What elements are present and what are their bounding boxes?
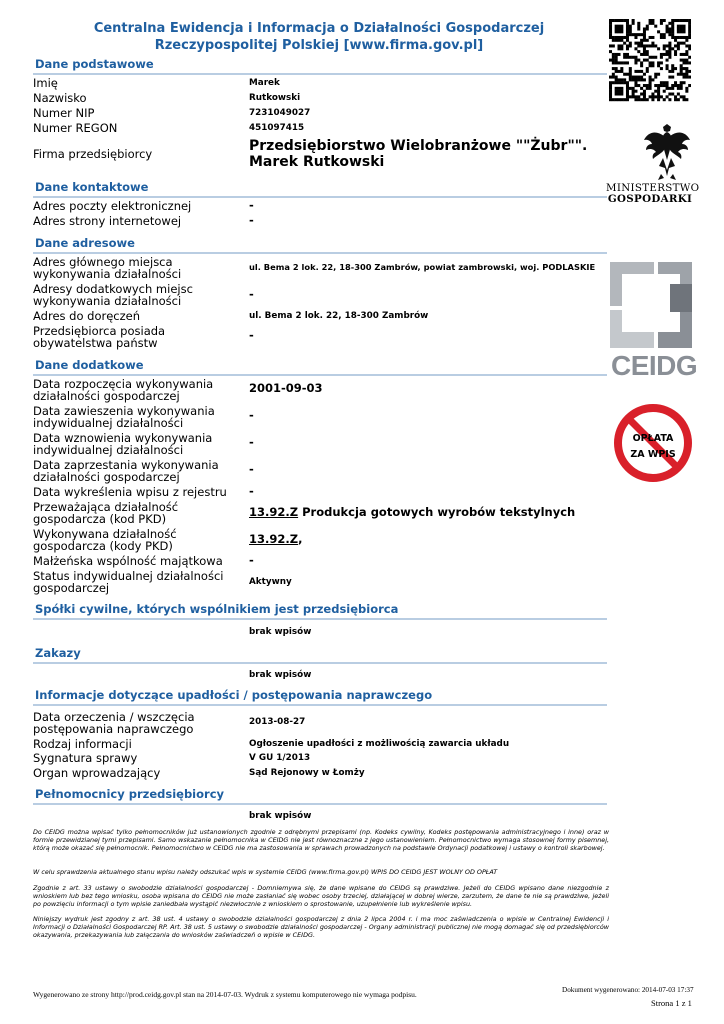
company-value xyxy=(249,138,609,170)
end-date-value: - xyxy=(249,462,254,476)
www-label: Adres strony internetowej xyxy=(33,214,182,228)
last-name-label: Nazwisko xyxy=(33,91,87,105)
section-bans: Zakazy xyxy=(33,646,607,664)
regon-value: 451097415 xyxy=(249,123,305,133)
section-address: Dane adresowe xyxy=(33,236,607,254)
first-name-label: Imię xyxy=(33,76,58,90)
nip-label: Numer NIP xyxy=(33,106,95,120)
extra-address-value: - xyxy=(249,287,254,301)
nip-value: 7231049027 xyxy=(249,108,311,118)
resume-date-value: - xyxy=(249,435,254,449)
main-address-label: Adres głównego miejsca wykonywania działalności xyxy=(33,255,182,281)
email-value: - xyxy=(249,198,254,212)
proxies-value: brak wpisów xyxy=(249,811,312,821)
info-type-label: Rodzaj informacji xyxy=(33,737,132,751)
section-additional: Dane dodatkowe xyxy=(33,358,607,376)
main-pkd-label: Przeważająca działalność gospodarcza (kod PKD) xyxy=(33,500,179,526)
main-pkd-description: Produkcja gotowych wyrobów tekstylnych xyxy=(302,505,576,519)
section-proxies: Pełnomocnicy przedsiębiorcy xyxy=(33,787,607,805)
pkd-label: Wykonywana działalność gospodarcza (kody PKD) xyxy=(33,527,177,553)
resume-date-label: Data wznowienia wykonywania indywidualnej działalności xyxy=(33,431,213,457)
company-line-2: Marek Rutkowski xyxy=(249,154,385,170)
note-proxies: Do CEIDG można wpisać tylko pełnomocników już ustanowionych zgodnie z odrębnymi przepisami (np. Kodeks cywilny, Kodeks postępowania administracyjnego i inne) oraz w formie przewidzianej tymi przepisami. Samo wskazanie pełnomocnika w CEIDG nie jest równoznaczne z jego ustanowieniem. Pełnomocnictwo wymaga stosownej formy pisemnej, którą może okazać się pełnomocnik. Pełnomocnictwo w CEIDG nie ma zastosowania w sprawach prowadzonych na podstawie Ordynacji podatkowej i ustawy o kontroli skarbowej. xyxy=(33,828,609,852)
status-value: Aktywny xyxy=(249,577,292,587)
note-check-status: W celu sprawdzenia aktualnego stanu wpisu należy odszukać wpis w systemie CEIDG (www.firma.gov.pl) WPIS DO CEIDG JEST WOLNY OD OPŁAT xyxy=(33,868,498,876)
section-civil: Spółki cywilne, których wspólnikiem jest przedsiębiorca xyxy=(33,602,607,620)
note-article-38: Niniejszy wydruk jest zgodny z art. 38 ust. 4 ustawy o swobodzie działalności gospodarczej z dnia 2 lipca 2004 r. i ma moc zaświadczenia o wpisie w Centralnej Ewidencji i Informacji o Działalności Gospodarczej RP. Art. 38 ust. 5 ustawy o swobodzie działalności gospodarczej - Organy administracji publicznej nie mogą domagać się od przedsiębiorców okazywania, przekazywania lub załączania do wniosków zaświadczeń o wpisie w CEIDG. xyxy=(33,915,609,939)
ministry-line-2: GOSPODARKI xyxy=(607,193,693,205)
status-label: Status indywidualnej działalności gospodarczej xyxy=(33,569,224,595)
delivery-address-value: ul. Bema 2 lok. 22, 18-300 Zambrów xyxy=(249,311,429,321)
main-pkd-code-link[interactable]: 13.92.Z xyxy=(249,505,299,519)
citizenship-label: Przedsiębiorca posiada obywatelstwa państw xyxy=(33,324,166,350)
ceidg-logo-text: CEIDG xyxy=(611,350,698,381)
section-bankruptcy: Informacje dotyczące upadłości / postępowania naprawczego xyxy=(33,688,607,706)
marital-label: Małżeńska wspólność majątkowa xyxy=(33,554,223,568)
extra-address-label: Adresy dodatkowych miejsc wykonywania działalności xyxy=(33,282,193,308)
bankruptcy-date-label: Data orzeczenia / wszczęcia postępowania naprawczego xyxy=(33,710,195,736)
email-label: Adres poczty elektronicznej xyxy=(33,199,192,213)
header-line-1: Centralna Ewidencja i Informacja o Działalności Gospodarczej xyxy=(93,21,545,36)
section-basic: Dane podstawowe xyxy=(33,57,607,75)
civil-value: brak wpisów xyxy=(249,627,312,637)
footer-page: Strona 1 z 1 xyxy=(651,998,692,1008)
organ-value: Sąd Rejonowy w Łomży xyxy=(249,768,365,778)
suspend-date-value: - xyxy=(249,408,254,422)
section-contact: Dane kontaktowe xyxy=(33,180,607,198)
removal-date-value: - xyxy=(249,484,254,498)
last-name-value: Rutkowski xyxy=(249,93,301,103)
info-type-value: Ogłoszenie upadłości z możliwością zawarcia układu xyxy=(249,739,510,749)
regon-label: Numer REGON xyxy=(33,121,118,135)
main-pkd-value xyxy=(249,507,575,518)
end-date-label: Data zaprzestania wykonywania działalności gospodarczej xyxy=(33,458,219,484)
note-article-33: Zgodnie z art. 33 ustawy o swobodzie działalności gospodarczej - Domniemywa się, że dane wpisane do CEIDG są prawdziwe. Jeżeli do CEIDG wpisano dane niezgodnie z wnioskiem lub bez tego wniosku, osoba wpisana do CEIDG nie może zasłaniać się wobec osoby trzeciej, działającej w dobrej wierze, zarzutem, że dane te nie są prawdziwe, jeżeli po powzięciu informacji o tym wpisie zaniedbała wystąpić niezwłocznie z wnioskiem o sprostowanie, uzupełnienie lub wykreślenie wpisu. xyxy=(33,884,609,908)
bankruptcy-date-value: 2013-08-27 xyxy=(249,717,306,727)
footer-generated: Dokument wygenerowano: 2014-07-03 17:37 xyxy=(562,986,694,994)
bans-value: brak wpisów xyxy=(249,670,312,680)
footer-left: Wygenerowano ze strony http://prod.ceidg.gov.pl stan na 2014-07-03. Wydruk z systemu komputerowego nie wymaga podpisu. xyxy=(33,990,417,999)
stamp-line-1: OPŁATA xyxy=(632,433,674,444)
pkd-separator: , xyxy=(298,532,303,546)
organ-label: Organ wprowadzający xyxy=(33,766,161,780)
delivery-address-label: Adres do doręczeń xyxy=(33,309,141,323)
main-address-value: ul. Bema 2 lok. 22, 18-300 Zambrów, powiat zambrowski, woj. PODLASKIE xyxy=(249,262,596,272)
case-signature-value: V GU 1/2013 xyxy=(249,753,311,763)
citizenship-value: - xyxy=(249,328,254,342)
suspend-date-label: Data zawieszenia wykonywania indywidualnej działalności xyxy=(33,404,215,430)
start-date-value: 2001-09-03 xyxy=(249,381,323,395)
ministry-logo xyxy=(606,182,700,205)
stamp-line-2: ZA WPIS xyxy=(630,449,676,460)
pkd-code-link[interactable]: 13.92.Z xyxy=(249,532,299,546)
first-name-value: Marek xyxy=(249,78,280,88)
ministry-line-1: MINISTERSTWO xyxy=(606,182,700,194)
case-signature-label: Sygnatura sprawy xyxy=(33,751,138,765)
qr-code-icon xyxy=(609,18,691,102)
marital-value: - xyxy=(249,553,254,567)
start-date-label: Data rozpoczęcia wykonywania działalności gospodarczej xyxy=(33,377,214,403)
company-line-1: Przedsiębiorstwo Wielobranżowe ""Żubr"". xyxy=(249,138,588,154)
no-fee-stamp xyxy=(613,403,693,483)
www-value: - xyxy=(249,213,254,227)
document-header xyxy=(33,20,605,54)
pkd-value xyxy=(249,534,302,545)
polish-eagle-emblem-icon xyxy=(626,120,708,182)
ceidg-logo-mark-icon xyxy=(610,262,692,348)
header-line-2: Rzeczypospolitej Polskiej [www.firma.gov.pl] xyxy=(154,38,484,53)
removal-date-label: Data wykreślenia wpisu z rejestru xyxy=(33,485,227,499)
company-label: Firma przedsiębiorcy xyxy=(33,147,153,161)
